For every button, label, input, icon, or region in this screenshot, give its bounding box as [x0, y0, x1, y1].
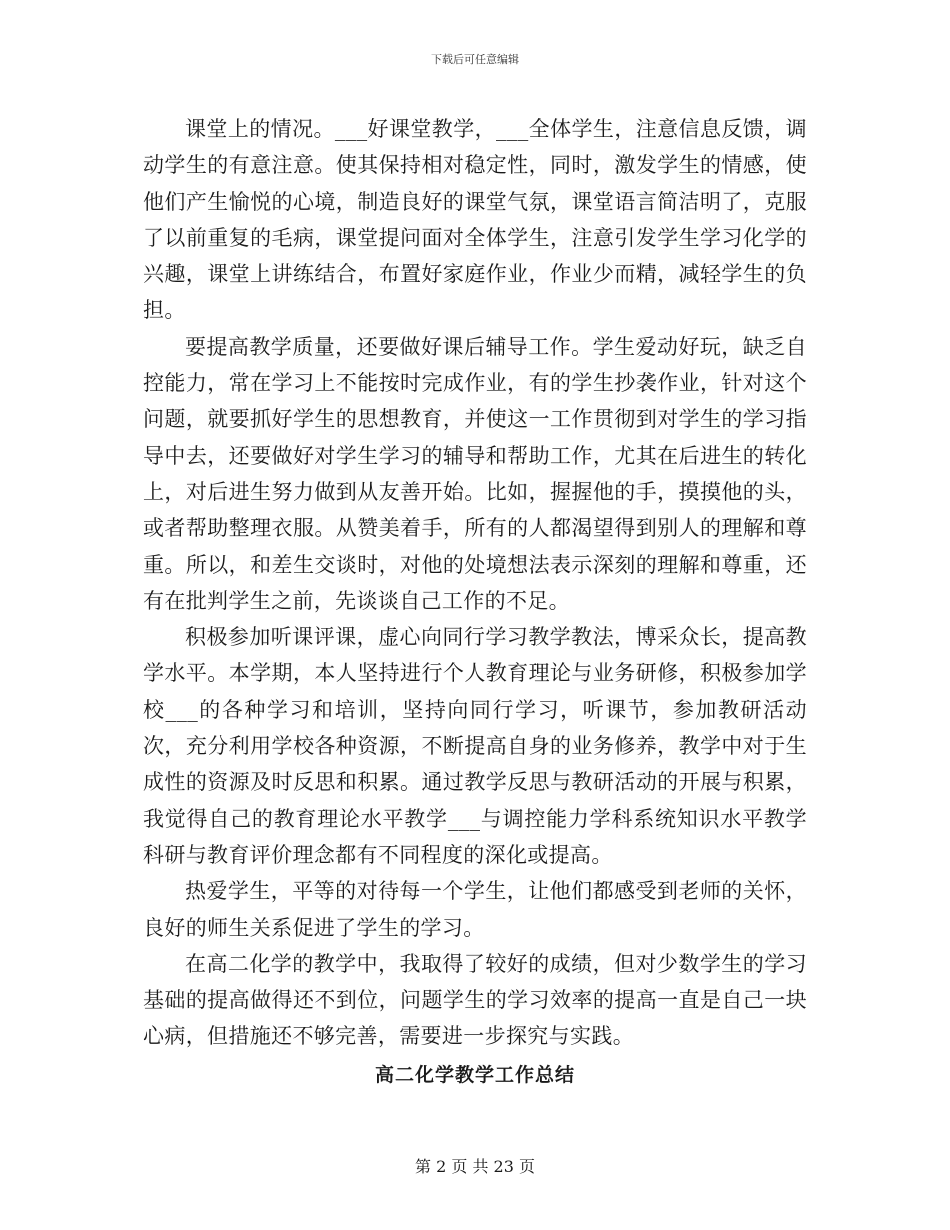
section-heading: 高二化学教学工作总结	[374, 1063, 575, 1086]
page-number-footer: 第 2 页 共 23 页	[415, 1157, 535, 1176]
paragraph-classroom-teaching: 课堂上的情况。___好课堂教学，___全体学生，注意信息反馈，调动学生的有意注意。使其保持相对稳定性，同时，激发学生的情感，使他们产生愉悦的心境，制造良好的课堂气氛，课堂语言简洁明了，克服了以前重复的毛病，课堂提问面对全体学生，注意引发学生学习化学的兴趣，课堂上讲练结合，布置好家庭作业，作业少而精，减轻学生的负担。	[143, 117, 807, 323]
document-body	[143, 111, 807, 1093]
paragraph-after-class-tutoring: 要提高教学质量，还要做好课后辅导工作。学生爱动好玩，缺乏自控能力，常在学习上不能按时完成作业，有的学生抄袭作业，针对这个问题，就要抓好学生的思想教育，并使这一工作贯彻到对学生的学习指导中去，还要做好对学生学习的辅导和帮助工作，尤其在后进生的转化上，对后进生努力做到从友善开始。比如，握握他的手，摸摸他的头，或者帮助整理衣服。从赞美着手，所有的人都渴望得到别人的理解和尊重。所以，和差生交谈时，对他的处境想法表示深刻的理解和尊重，还有在批判学生之前，先谈谈自己工作的不足。	[143, 334, 807, 613]
paragraph-lesson-observation: 积极参加听课评课，虚心向同行学习教学教法，博采众长，提高教学水平。本学期，本人坚持进行个人教育理论与业务研修，积极参加学校___的各种学习和培训，坚持向同行学习，听课节，参加教研活动次，充分利用学校各种资源，不断提高自身的业务修养，教学中对于生成性的资源及时反思和积累。通过教学反思与教研活动的开展与积累，我觉得自己的教育理论水平教学___与调控能力学科系统知识水平教学科研与教育评价理念都有不同程度的深化或提高。	[143, 625, 807, 867]
paragraph-love-students: 热爱学生，平等的对待每一个学生，让他们都感受到老师的关怀，良好的师生关系促进了学生的学习。	[143, 879, 807, 940]
page-header: 下载后可任意编辑	[431, 53, 519, 66]
paragraph-results-summary: 在高二化学的教学中，我取得了较好的成绩，但对少数学生的学习基础的提高做得还不到位，问题学生的学习效率的提高一直是自己一块心病，但措施还不够完善，需要进一步探究与实践。	[143, 951, 807, 1049]
